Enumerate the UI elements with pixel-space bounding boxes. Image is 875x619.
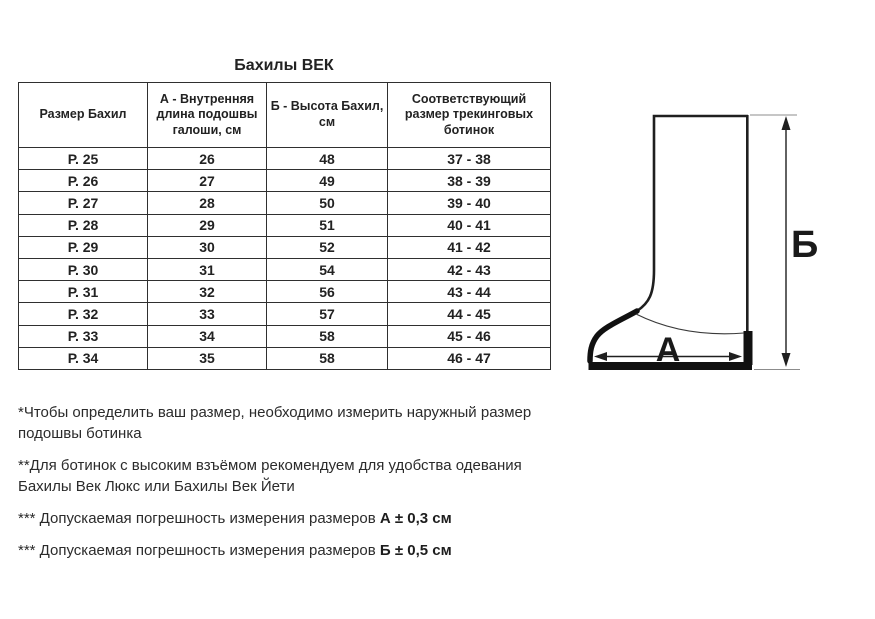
boot-diagram [578, 98, 818, 390]
table-header-size: Размер Бахил [19, 83, 148, 148]
cell-b: 58 [267, 325, 388, 347]
dim-a-label: А [655, 331, 681, 369]
cell-boots: 45 - 46 [388, 325, 551, 347]
cell-size: Р. 34 [19, 347, 148, 369]
size-table-body [19, 148, 551, 370]
table-row [19, 192, 551, 214]
cell-size: Р. 26 [19, 170, 148, 192]
table-row [19, 170, 551, 192]
table-row [19, 214, 551, 236]
page-title: Бахилы ВЕК [234, 57, 334, 74]
footnote-high-instep: **Для ботинок с высоким взъёмом рекомендуем для удобства одевания Бахилы Век Люкс или Бахилы Век Йети [18, 457, 522, 495]
dim-b-arrowhead-bottom [782, 353, 791, 367]
cell-b: 52 [267, 236, 388, 258]
cell-boots: 39 - 40 [388, 192, 551, 214]
boot-shaft-outline [637, 116, 748, 311]
table-row [19, 281, 551, 303]
cell-b: 56 [267, 281, 388, 303]
cell-boots: 41 - 42 [388, 236, 551, 258]
cell-a: 29 [148, 214, 267, 236]
table-header-inner-length: А - Внутренняя длина подошвы галоши, см [148, 83, 267, 148]
cell-a: 32 [148, 281, 267, 303]
cell-a: 28 [148, 192, 267, 214]
cell-boots: 37 - 38 [388, 148, 551, 170]
footnote-tolerance-b-value: Б ± 0,5 см [379, 542, 452, 559]
cell-boots: 43 - 44 [388, 281, 551, 303]
galosh-seam-line [636, 314, 744, 334]
dim-a-arrowhead-left [594, 352, 607, 361]
cell-a: 31 [148, 258, 267, 280]
cell-a: 35 [148, 347, 267, 369]
cell-boots: 44 - 45 [388, 303, 551, 325]
table-header-boot-size: Соответствующий размер трекинговых ботинок [388, 83, 551, 148]
footnote-tolerance-b-text: *** Допускаемая погрешность измерения размеров [18, 542, 380, 559]
dim-a-arrowhead-right [729, 352, 742, 361]
cell-b: 51 [267, 214, 388, 236]
cell-boots: 42 - 43 [388, 258, 551, 280]
cell-size: Р. 28 [19, 214, 148, 236]
cell-a: 34 [148, 325, 267, 347]
cell-size: Р. 25 [19, 148, 148, 170]
cell-b: 58 [267, 347, 388, 369]
cell-size: Р. 30 [19, 258, 148, 280]
table-row [19, 325, 551, 347]
table-row [19, 303, 551, 325]
cell-b: 48 [267, 148, 388, 170]
cell-b: 57 [267, 303, 388, 325]
footnote-tolerance-a-value: А ± 0,3 см [379, 510, 452, 527]
cell-boots: 46 - 47 [388, 347, 551, 369]
dim-b-label: Б [791, 224, 818, 266]
cell-boots: 40 - 41 [388, 214, 551, 236]
cell-b: 50 [267, 192, 388, 214]
cell-size: Р. 32 [19, 303, 148, 325]
table-row [19, 258, 551, 280]
cell-b: 54 [267, 258, 388, 280]
cell-a: 33 [148, 303, 267, 325]
cell-a: 30 [148, 236, 267, 258]
footnote-measure-size: *Чтобы определить ваш размер, необходимо измерить наружный размер подошвы ботинка [18, 404, 532, 442]
footnote-tolerance-a [18, 508, 566, 529]
size-table-header [19, 83, 551, 148]
size-table [18, 82, 551, 370]
cell-size: Р. 27 [19, 192, 148, 214]
cell-boots: 38 - 39 [388, 170, 551, 192]
table-row [19, 236, 551, 258]
boot-toe-outline [590, 311, 637, 361]
table-row [19, 347, 551, 369]
cell-b: 49 [267, 170, 388, 192]
cell-a: 26 [148, 148, 267, 170]
cell-size: Р. 31 [19, 281, 148, 303]
footnote-tolerance-b [18, 540, 566, 561]
cell-size: Р. 29 [19, 236, 148, 258]
footnotes [18, 402, 566, 572]
footnote-tolerance-a-text: *** Допускаемая погрешность измерения размеров [18, 510, 380, 527]
cell-size: Р. 33 [19, 325, 148, 347]
table-header-height: Б - Высота Бахил, см [267, 83, 388, 148]
dim-b-arrowhead-top [782, 116, 791, 130]
table-header-row [19, 83, 551, 148]
boot-heel-edge [744, 331, 753, 365]
table-row [19, 148, 551, 170]
cell-a: 27 [148, 170, 267, 192]
